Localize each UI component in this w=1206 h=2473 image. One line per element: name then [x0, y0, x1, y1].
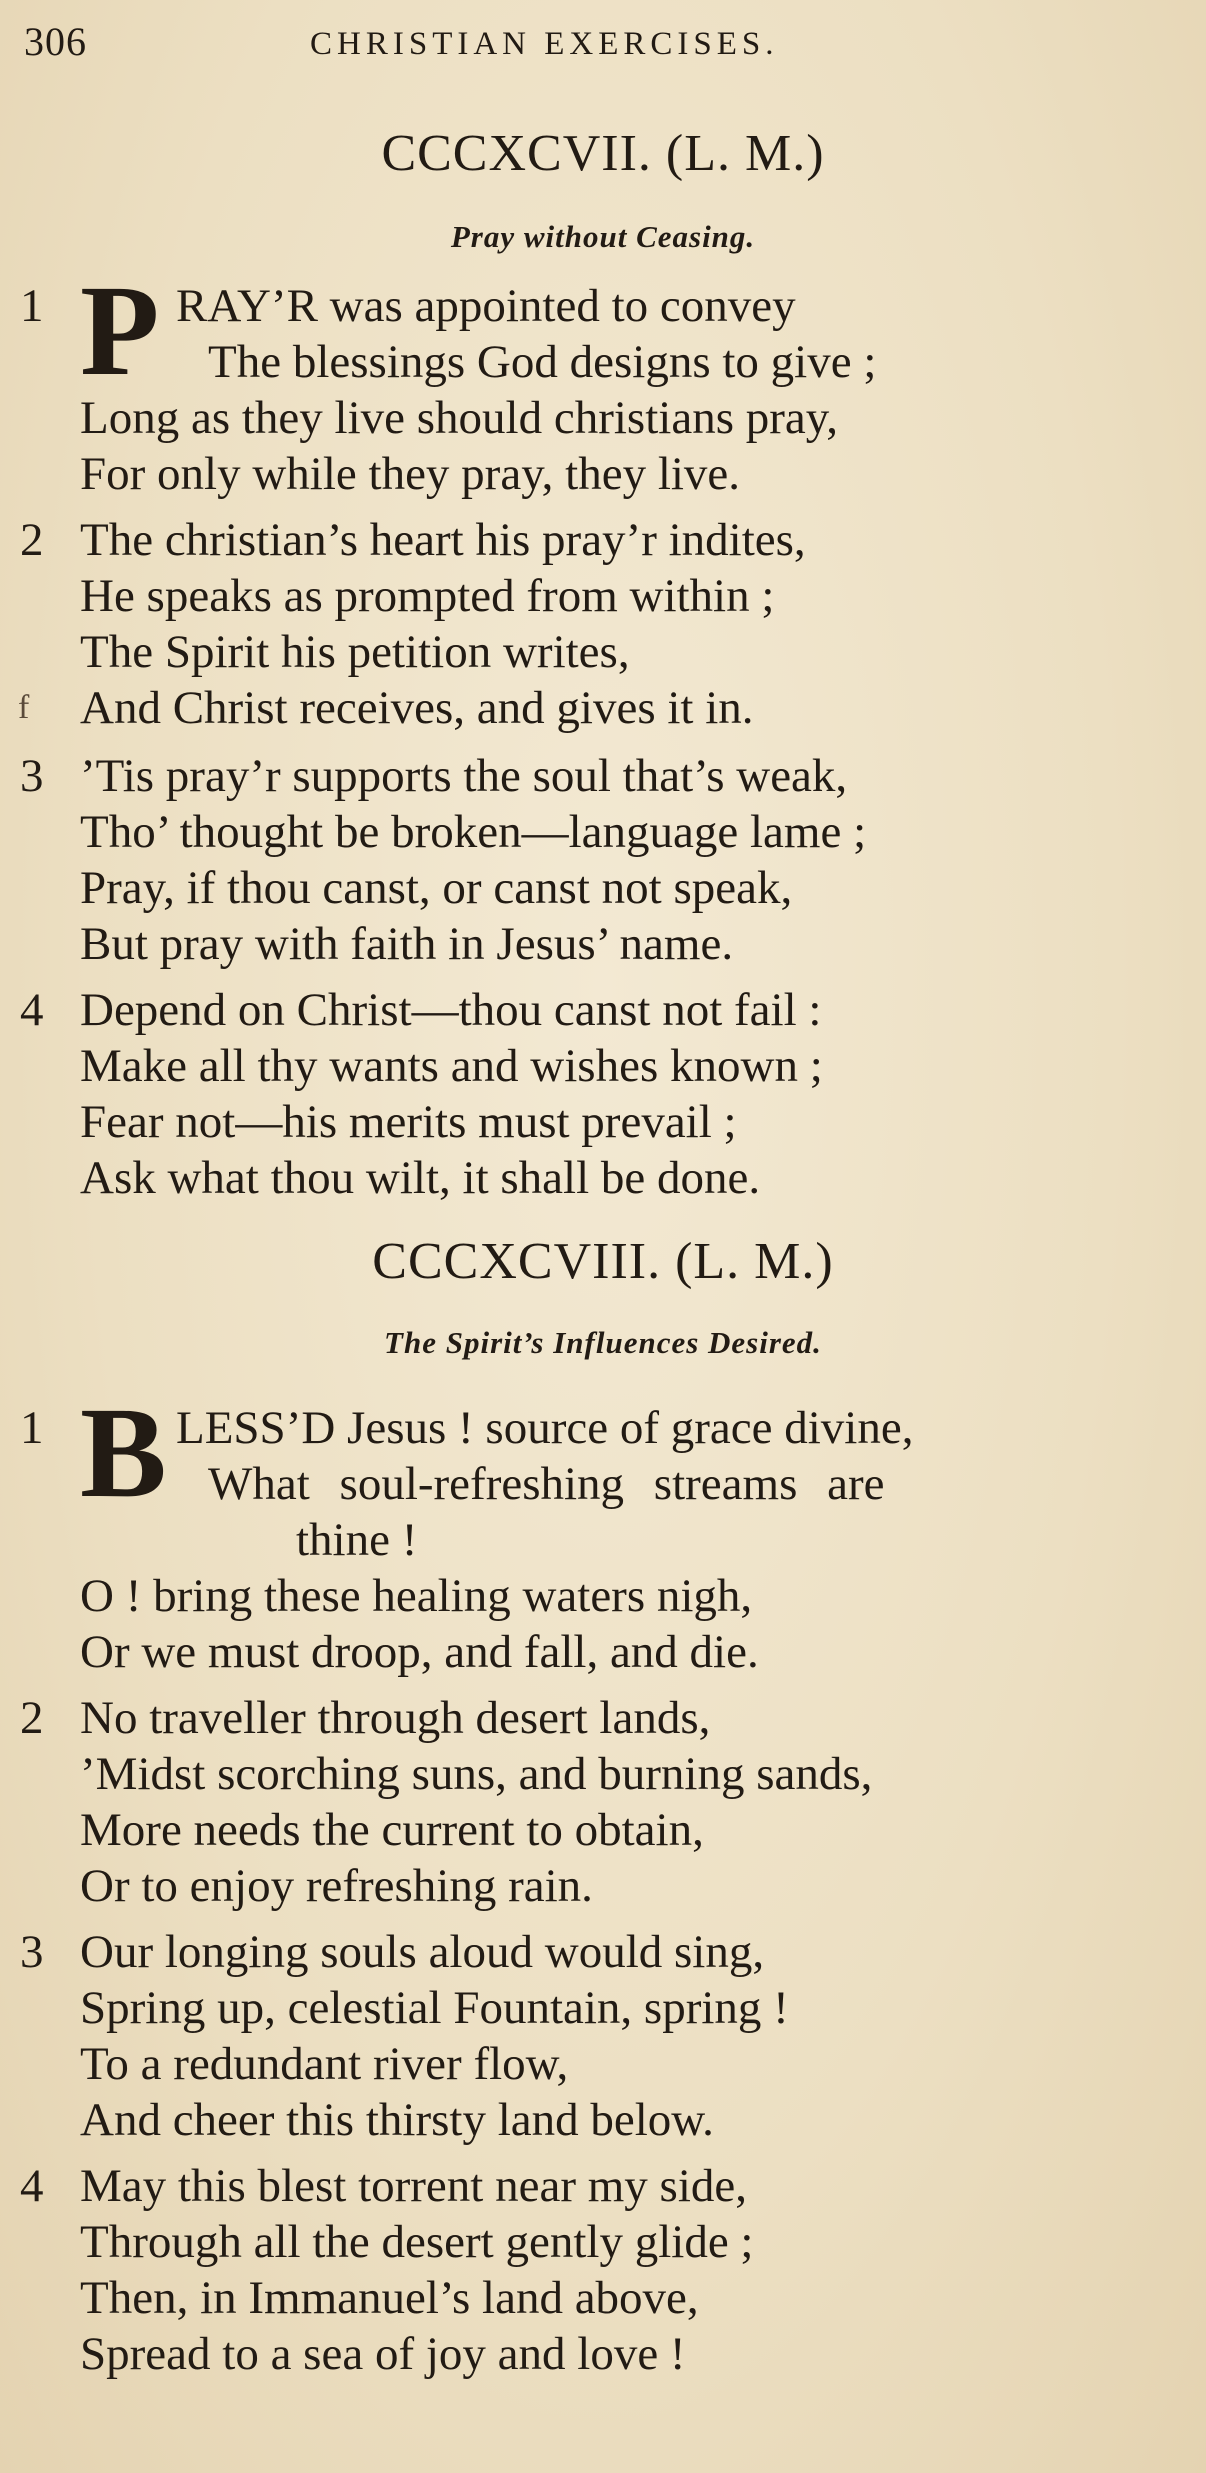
stanza-number: 4: [20, 984, 44, 1036]
hymn-title: CCCXCVIII. (L. M.): [372, 1233, 834, 1290]
verse-line: thine !: [296, 1514, 418, 1566]
verse-line: The blessings God designs to give ;: [208, 336, 877, 388]
verse-line: ’Tis pray’r supports the soul that’s weak,: [80, 750, 848, 802]
verse-line: He speaks as prompted from within ;: [80, 570, 775, 622]
verse-line: To a redundant river flow,: [80, 2038, 569, 2090]
verse-line: The Spirit his petition writes,: [80, 626, 630, 678]
verse-line: Spread to a sea of joy and love !: [80, 2328, 686, 2380]
hymn-subtitle: Pray without Ceasing.: [450, 219, 756, 254]
verse-line: Our longing souls aloud would sing,: [80, 1926, 765, 1978]
stanza-number: 2: [20, 514, 44, 566]
verse-line: No traveller through desert lands,: [80, 1692, 711, 1744]
verse-line: More needs the current to obtain,: [80, 1804, 704, 1856]
verse-line: For only while they pray, they live.: [80, 448, 741, 500]
verse-line: And cheer this thirsty land below.: [80, 2094, 714, 2146]
verse-line: The christian’s heart his pray’r indites,: [80, 514, 806, 566]
verse-line: Fear not—his merits must prevail ;: [80, 1096, 737, 1148]
running-head: [20, 18, 1186, 68]
verse-line: Then, in Immanuel’s land above,: [80, 2272, 699, 2324]
verse-line: Ask what thou wilt, it shall be done.: [80, 1152, 761, 1204]
verse-line: And Christ receives, and gives it in.: [80, 682, 754, 734]
verse-line: Through all the desert gently glide ;: [80, 2216, 754, 2268]
verse-line: Or to enjoy refreshing rain.: [80, 1860, 593, 1912]
verse-line: RAY’R was appointed to convey: [176, 280, 796, 332]
stanza-number: 4: [20, 2160, 44, 2212]
drop-cap: P: [80, 259, 160, 403]
verse-line: LESS’D Jesus ! source of grace divine,: [176, 1402, 914, 1454]
stanza-number: 3: [20, 1926, 44, 1978]
verse-line: Long as they live should christians pray,: [80, 392, 838, 444]
verse-line: But pray with faith in Jesus’ name.: [80, 918, 734, 970]
page-number: 306: [24, 19, 87, 64]
verse-line: ’Midst scorching suns, and burning sands,: [80, 1748, 873, 1800]
verse-line: What soul-refreshing streams are: [208, 1458, 885, 1510]
stanza-number: 1: [20, 1402, 44, 1454]
verse-line: Depend on Christ—thou canst not fail :: [80, 984, 822, 1036]
verse-line: Spring up, celestial Fountain, spring !: [80, 1982, 789, 2034]
verse-line: May this blest torrent near my side,: [80, 2160, 747, 2212]
hymn-title: CCCXCVII. (L. M.): [381, 125, 825, 182]
verse-line: Or we must droop, and fall, and die.: [80, 1626, 759, 1678]
stanza-number: 2: [20, 1692, 44, 1744]
drop-cap: B: [80, 1381, 167, 1525]
verse-line: Pray, if thou canst, or canst not speak,: [80, 862, 793, 914]
margin-mark: f: [18, 689, 30, 726]
stanza-number: 3: [20, 750, 44, 802]
verse-line: O ! bring these healing waters nigh,: [80, 1570, 753, 1622]
verse-line: Tho’ thought be broken—language lame ;: [80, 806, 867, 858]
hymn-subtitle: The Spirit’s Influences Desired.: [384, 1325, 822, 1360]
running-title: CHRISTIAN EXERCISES.: [310, 26, 779, 62]
verse-line: Make all thy wants and wishes known ;: [80, 1040, 823, 1092]
stanza-number: 1: [20, 280, 44, 332]
